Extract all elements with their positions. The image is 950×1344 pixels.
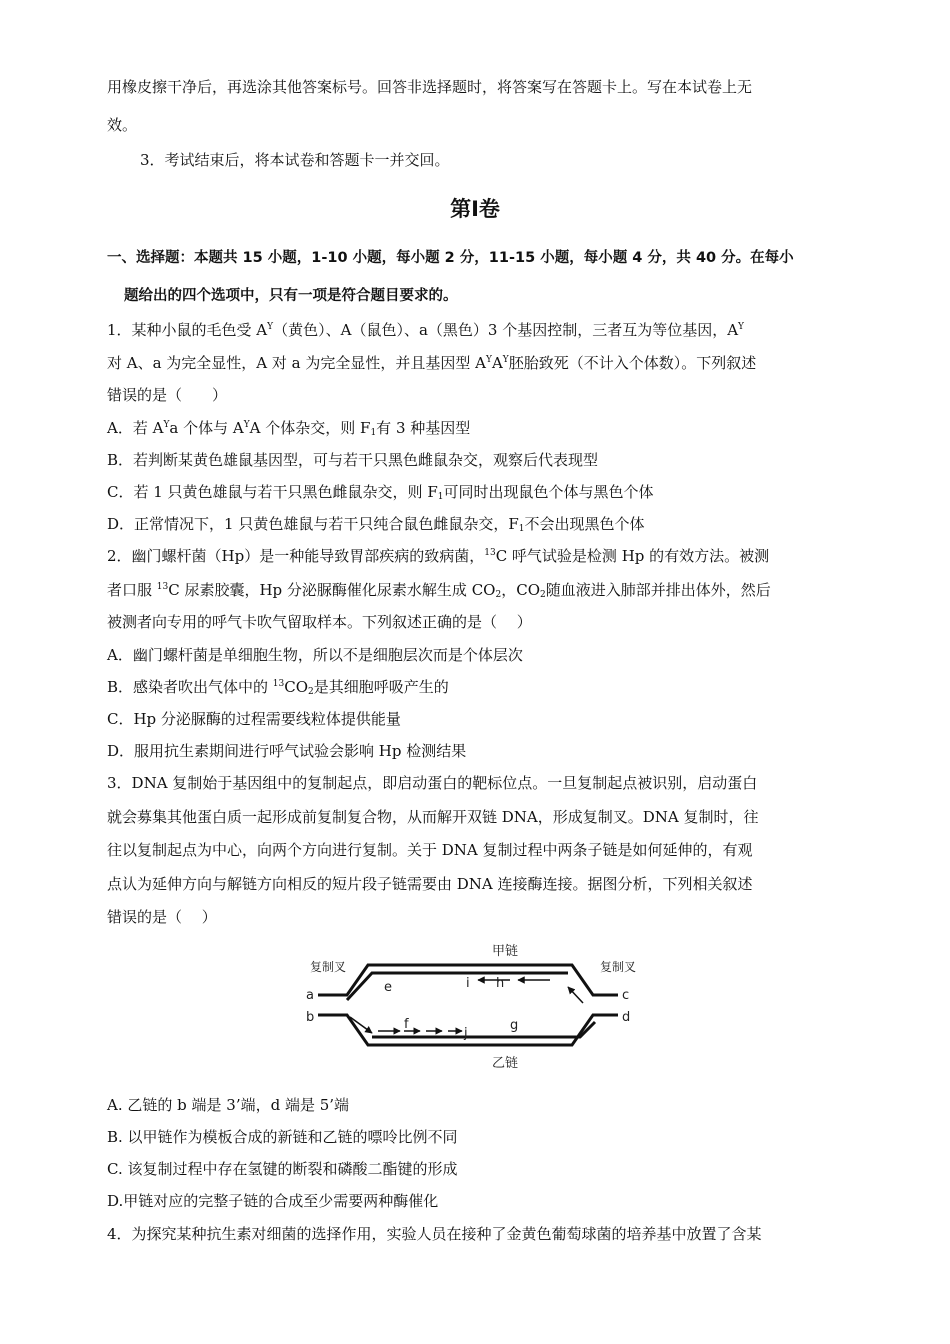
q1-text: D．正常情况下，1 只黄色雄鼠与若干只纯合鼠色雌鼠杂交，F xyxy=(107,515,519,533)
sup-13: 13 xyxy=(272,679,285,689)
q2-text: ，CO xyxy=(501,581,540,599)
q2-option-a[interactable]: A．幽门螺杆菌是单细胞生物，所以不是细胞层次而是个体层次 xyxy=(107,646,523,664)
sup-y: Y xyxy=(243,420,250,430)
intro-line-3: 3．考试结束后，将本试卷和答题卡一并交回。 xyxy=(140,151,450,169)
q1-text: A 个体杂交，则 F xyxy=(249,419,371,437)
q2-option-d[interactable]: D．服用抗生素期间进行呼气试验会影响 Hp 检测结果 xyxy=(107,742,467,760)
q1-text: 有 3 种基因型 xyxy=(376,419,471,437)
arrow-fork-right xyxy=(568,987,583,1003)
q1-text: （黄色）、A（鼠色）、a（黑色）3 个基因控制，三者互为等位基因，A xyxy=(273,321,739,339)
sub-2: 2 xyxy=(308,687,314,697)
sub-1: 1 xyxy=(437,492,444,502)
q2-text: 者口服 xyxy=(107,581,157,599)
label-a: a xyxy=(306,988,314,1003)
q1-text: C．若 1 只黄色雄鼠与若干只黑色雌鼠杂交，则 F xyxy=(107,483,438,501)
q3-option-a[interactable]: A. 乙链的 b 端是 3’端，d 端是 5’端 xyxy=(107,1096,350,1114)
new-strand-upper xyxy=(347,973,568,1000)
sub-2: 2 xyxy=(495,590,502,600)
sup-13: 13 xyxy=(484,548,496,558)
q1-text: 可同时出现鼠色个体与黑色个体 xyxy=(443,483,654,501)
q1-option-d[interactable] xyxy=(107,514,837,534)
q2-text: 随血液进入肺部并排出体外，然后 xyxy=(545,581,771,599)
q1-text: 胚胎致死（不计入个体数）。下列叙述 xyxy=(508,354,757,372)
q2-text: C 呼气试验是检测 Hp 的有效方法。被测 xyxy=(495,547,770,565)
label-e: e xyxy=(384,980,392,995)
sup-y: Y xyxy=(163,420,170,430)
q2-text: 是其细胞呼吸产生的 xyxy=(313,678,449,696)
q3-stem-line-4: 点认为延伸方向与解链方向相反的短片段子链需要由 DNA 连接酶连接。据图分析，下列相关叙述 xyxy=(107,875,753,893)
q3-stem-line-3: 往以复制起点为中心，向两个方向进行复制。关于 DNA 复制过程中两条子链是如何延伸的，有观 xyxy=(107,841,753,859)
q1-option-c[interactable] xyxy=(107,482,837,502)
sup-y: Y xyxy=(738,322,744,332)
sub-1: 1 xyxy=(370,428,377,438)
label-fork-left: 复制叉 xyxy=(310,960,347,974)
q1-stem-line-2: 对 A、a 为完全显性，A 对 a 为完全显性，并且基因型 $A^YA^Y$胚胎致死（不计入个体数）。下列叙述 xyxy=(107,354,757,372)
q2-text: C 尿素胶囊，Hp 分泌脲酶催化尿素水解生成 CO xyxy=(168,581,496,599)
part1-heading-2: 题给出的四个选项中，只有一项是符合题目要求的。 xyxy=(124,288,458,304)
sup-y: Y xyxy=(502,355,509,365)
q1-stem-line-3: 错误的是（ ） xyxy=(107,386,228,404)
label-c: c xyxy=(622,988,630,1003)
label-fork-right: 复制叉 xyxy=(600,960,637,974)
label-f: f xyxy=(404,1017,409,1032)
sup-y: Y xyxy=(267,322,274,332)
label-yi: 乙链 xyxy=(492,1056,519,1071)
sup-y: Y xyxy=(486,355,492,365)
q1-text: 不会出现黑色个体 xyxy=(524,515,645,533)
q3-option-c[interactable]: C. 该复制过程中存在氢键的断裂和磷酸二酯键的形成 xyxy=(107,1160,458,1178)
part1-heading-1: 一、选择题：本题共 15 小题，1-10 小题，每小题 2 分，11-15 小题，每小题 4 分，共 40 分。在每小 xyxy=(107,250,794,266)
q2-stem-line-3: 被测者向专用的呼气卡吹气留取样本。下列叙述正确的是（ ） xyxy=(107,613,532,631)
q3-stem-line-1: 3．DNA 复制始于基因组中的复制起点，即启动蛋白的靶标位点。一旦复制起点被识别，启动蛋白 xyxy=(107,774,758,792)
q1-text: 对 A、a 为完全显性，A 对 a 为完全显性，并且基因型 A xyxy=(107,354,486,372)
label-j: j xyxy=(464,1026,468,1041)
label-i: i xyxy=(466,976,470,991)
section-title: 第Ⅰ卷 xyxy=(450,197,500,221)
q2-text: 2．幽门螺杆菌（Hp）是一种能导致胃部疾病的致病菌， xyxy=(107,547,485,565)
q2-stem-line-2 xyxy=(107,580,837,600)
intro-line-2: 效。 xyxy=(107,116,138,134)
intro-line-1: 用橡皮擦干净后，再选涂其他答案标号。回答非选择题时，将答案写在答题卡上。写在本试卷上无 xyxy=(107,78,753,96)
label-h: h xyxy=(496,976,505,991)
sub-2: 2 xyxy=(540,590,546,600)
q1-option-b[interactable]: B．若判断某黄色雄鼠基因型，可与若干只黑色雌鼠杂交，观察后代表现型 xyxy=(107,451,599,469)
label-d: d xyxy=(622,1010,631,1025)
q1-option-a[interactable] xyxy=(107,418,837,438)
q3-option-d[interactable]: D.甲链对应的完整子链的合成至少需要两种酶催化 xyxy=(107,1192,439,1210)
q3-option-b[interactable]: B. 以甲链作为模板合成的新链和乙链的嘌呤比例不同 xyxy=(107,1128,458,1146)
q2-option-c[interactable]: C．Hp 分泌脲酶的过程需要线粒体提供能量 xyxy=(107,710,401,728)
strand-yi-outer xyxy=(318,1015,618,1045)
label-jia: 甲链 xyxy=(492,944,519,959)
q2-text: B．感染者吹出气体中的 xyxy=(107,678,273,696)
q1-text: 1．某种小鼠的毛色受 A xyxy=(107,321,268,339)
sub-1: 1 xyxy=(518,524,525,534)
label-b: b xyxy=(306,1010,315,1025)
q4-stem-line-1: 4．为探究某种抗生素对细菌的选择作用，实验人员在接种了金黄色葡萄球菌的培养基中放置了含某 xyxy=(107,1225,762,1243)
q1-text: A．若 A xyxy=(107,419,164,437)
sup-13: 13 xyxy=(156,582,169,592)
label-g: g xyxy=(510,1018,519,1033)
q3-stem-line-5: 错误的是（ ） xyxy=(107,908,217,926)
q2-option-b[interactable] xyxy=(107,677,837,697)
q1-stem-line-1 xyxy=(107,320,837,340)
q3-stem-line-2: 就会募集其他蛋白质一起形成前复制复合物，从而解开双链 DNA，形成复制叉。DNA 复制时，往 xyxy=(107,808,759,826)
dna-replication-diagram xyxy=(300,935,650,1075)
q2-stem-line-1 xyxy=(107,546,837,566)
q2-text: CO xyxy=(284,678,309,696)
q1-text: a 个体与 A xyxy=(169,419,244,437)
